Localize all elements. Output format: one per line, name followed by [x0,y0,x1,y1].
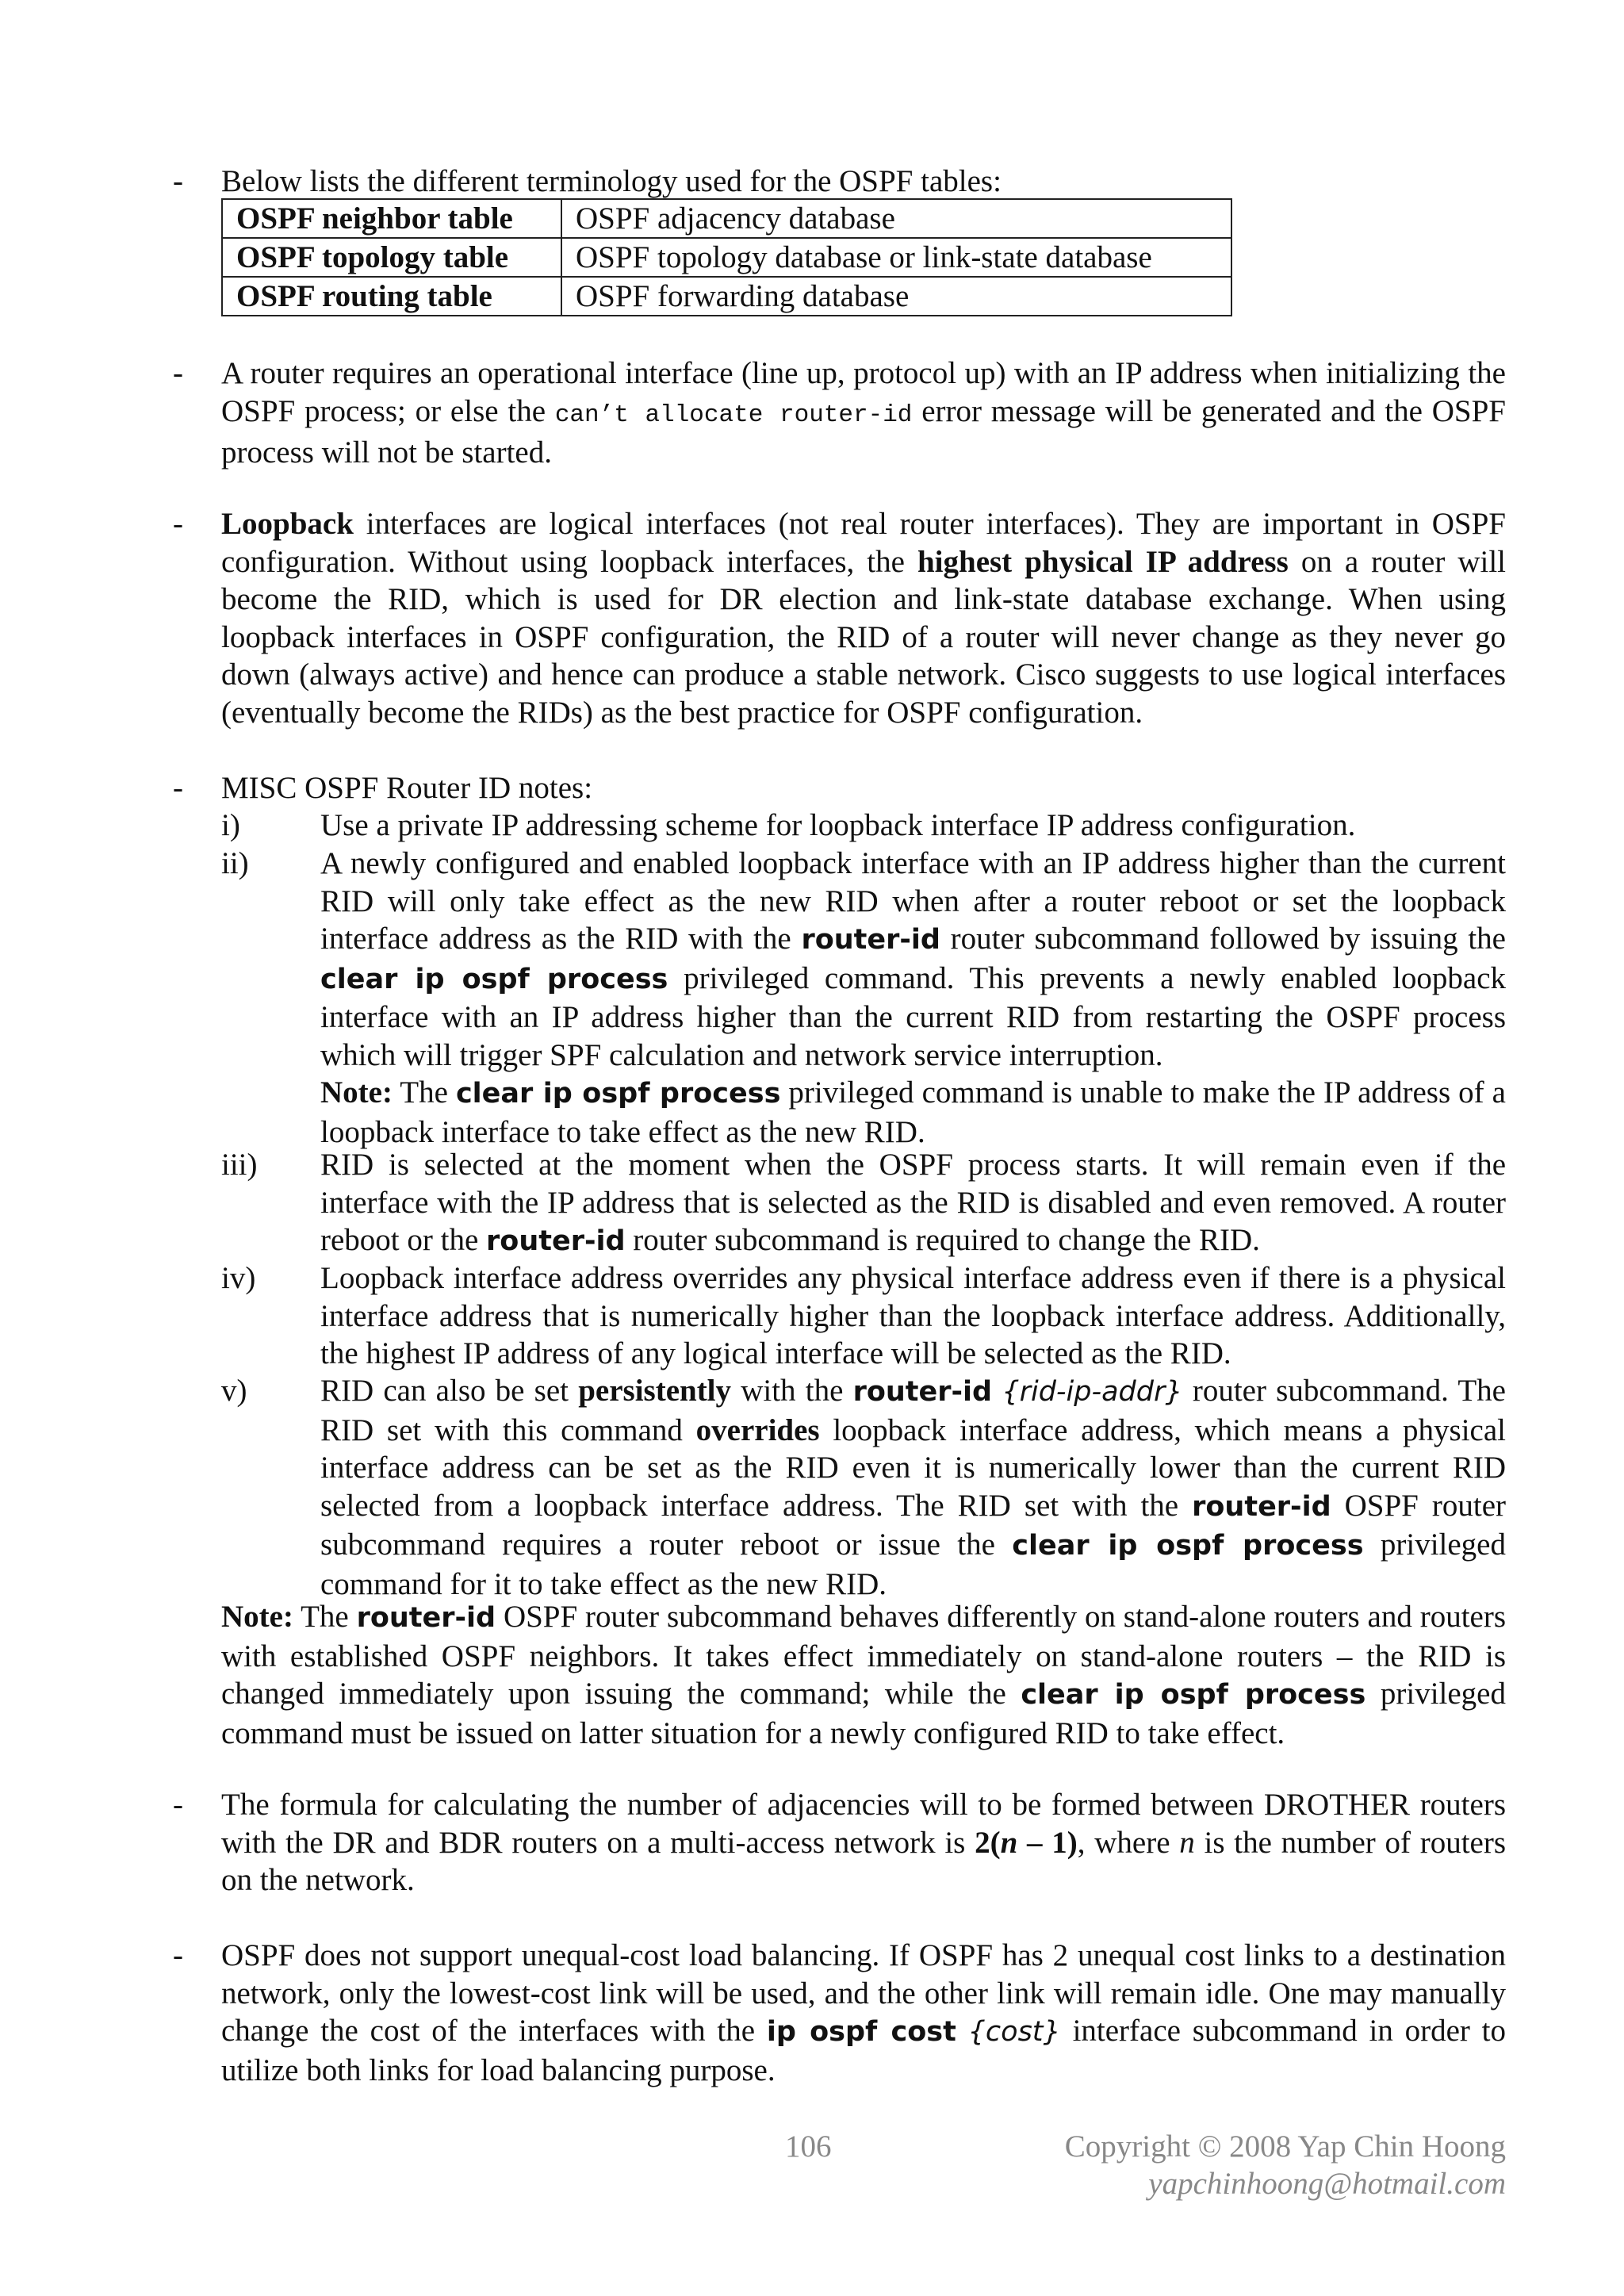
text: RID is selected at the moment when the OSPF process starts. It will remain even if the interface with the IP address that is selected as the RID is disabled and even removed. A router reboot or the [320,1148,1506,1257]
variable: n [1179,1825,1195,1860]
list-text [320,845,1506,1151]
bullet-dash: - [173,1788,183,1822]
text: OSPF router subcommand requires a router reboot or issue the [320,1488,1506,1562]
table-row [222,199,1231,238]
formula-part: – 1) [1017,1825,1078,1860]
command: clear ip ospf process [1012,1530,1364,1562]
table-row [222,277,1231,316]
meaning-cell: OSPF forwarding database [561,277,1231,316]
space [992,1374,1002,1408]
text: with the [731,1374,853,1408]
bullet-dash: - [173,1938,183,1972]
command: clear ip ospf process [320,963,668,995]
note-label: Note: [221,1600,293,1634]
list-text [320,1146,1506,1261]
paragraph-adjacency-formula [221,1786,1506,1899]
text: The formula for calculating the number of adjacencies will to be formed between DROTHER routers with the DR and BDR routers on a multi-access network is [221,1788,1506,1860]
bold-term: persistently [578,1374,732,1408]
text: router subcommand. The RID set with this command [320,1374,1506,1447]
copyright: Copyright © 2008 Yap Chin Hoong [1064,2129,1506,2164]
command: router-id [486,1225,626,1257]
text: The [392,1075,456,1110]
list-number: v) [221,1374,247,1408]
bold-term: Loopback [221,507,354,541]
command: ip ospf cost [766,2016,956,2048]
text: A newly configured and enabled loopback interface with an IP address higher than the current RID will only take effect as the new RID when after a router reboot or set the loopback interface address as the RID with the [320,846,1506,956]
text: privileged command for it to take effect as the new RID. [320,1527,1506,1601]
page-number: 106 [785,2129,832,2164]
text: privileged command must be issued on latter situation for a newly configured RID to take effect. [221,1677,1506,1750]
terminology-intro: Below lists the different terminology used for the OSPF tables: [221,164,1002,198]
ospf-terminology-table [221,198,1232,316]
bullet-dash: - [173,771,183,805]
formula [975,1826,1078,1860]
text: OSPF does not support unequal-cost load balancing. If OSPF has 2 unequal cost links to a destination network, only the lowest-cost link will be used, and the other link will remain idle. One may manually change the cost of the interfaces with the [221,1938,1506,2048]
command: router-id [1192,1490,1331,1523]
paragraph-operational-interface [221,355,1506,472]
bold-term: highest physical IP address [917,544,1289,579]
term-cell: OSPF topology table [222,238,561,277]
bullet-dash: - [173,164,183,198]
bullet-dash: - [173,356,183,390]
text: interfaces are logical interfaces (not real router interfaces). They are important in OSPF configuration. Without using loopback interfaces, the [221,507,1506,579]
text: is the number of routers on the network. [221,1825,1506,1897]
text: , where [1077,1825,1180,1860]
command: router-id [852,1376,993,1408]
list-number: iv) [221,1261,256,1295]
note-label: Note: [320,1075,393,1110]
author-email: yapchinhoong@hotmail.com [1148,2167,1506,2201]
formula-variable: n [1000,1825,1018,1860]
command: clear ip ospf process [1021,1679,1366,1711]
text: error message will be generated and the OSPF process will not be started. [221,393,1506,470]
text: The [293,1600,357,1634]
command-argument: {rid-ip-addr} [1002,1376,1183,1408]
bullet-dash: - [173,507,183,541]
list-text [320,1372,1506,1603]
space [956,2014,968,2048]
paragraph-load-balancing [221,1937,1506,2089]
text: on a router will become the RID, which is used for DR election and link-state database exchange. When using loopback interfaces in OSPF configuration, the RID of a router will never change as they never go down (always active) and hence can produce a stable network. Cisco suggests to use logical interfaces (eventually become the RIDs) as the best practice for OSPF configuration. [221,544,1506,730]
misc-heading: MISC OSPF Router ID notes: [221,771,593,805]
text: loopback interface address, which means a physical interface address can be set as the RID even it is numerically lower than the current RID selected from a loopback interface address. The RID set with the [320,1412,1506,1523]
meaning-cell: OSPF adjacency database [561,199,1231,238]
bold-term: overrides [695,1412,820,1447]
term-cell: OSPF routing table [222,277,561,316]
command: router-id [356,1602,496,1634]
text: privileged command. This prevents a newly enabled loopback interface with an IP address higher than the current RID from restarting the OSPF process which will trigger SPF calculation and network service interruption. [320,960,1507,1072]
router-id-note [221,1598,1506,1752]
paragraph-loopback [221,505,1506,731]
text: router subcommand followed by issuing the [940,922,1506,956]
command-argument: {cost} [967,2016,1061,2048]
term-cell: OSPF neighbor table [222,199,561,238]
text: router subcommand is required to change the RID. [625,1223,1260,1257]
error-message-code: can’t allocate router-id [554,401,913,429]
text: RID can also be set [320,1374,579,1408]
list-number: iii) [221,1148,258,1182]
list-text: Use a private IP addressing scheme for loopback interface IP address configuration. [320,808,1356,842]
list-number: i) [221,808,240,842]
formula-part: 2( [975,1825,1001,1860]
command: clear ip ospf process [455,1078,781,1110]
meaning-cell: OSPF topology database or link-state database [561,238,1231,277]
table-row [222,238,1231,277]
text: interface subcommand in order to utilize both links for load balancing purpose. [221,2014,1507,2087]
text: privileged command is unable to make the IP address of a loopback interface to take effect as the new RID. [320,1075,1506,1149]
text: OSPF router subcommand behaves differently on stand-alone routers and routers with established OSPF neighbors. It takes effect immediately on stand-alone routers – the RID is changed immediately upon issuing the command; while the [221,1600,1507,1711]
text: A router requires an operational interface (line up, protocol up) with an IP address when initializing the OSPF process; or else the [221,356,1506,428]
list-number: ii) [221,846,249,880]
list-text: Loopback interface address overrides any physical interface address even if there is a physical interface address that is numerically higher than the loopback interface address. Additionally, the highest IP address of any logical interface will be selected as the RID. [320,1261,1506,1370]
command: router-id [801,924,940,956]
